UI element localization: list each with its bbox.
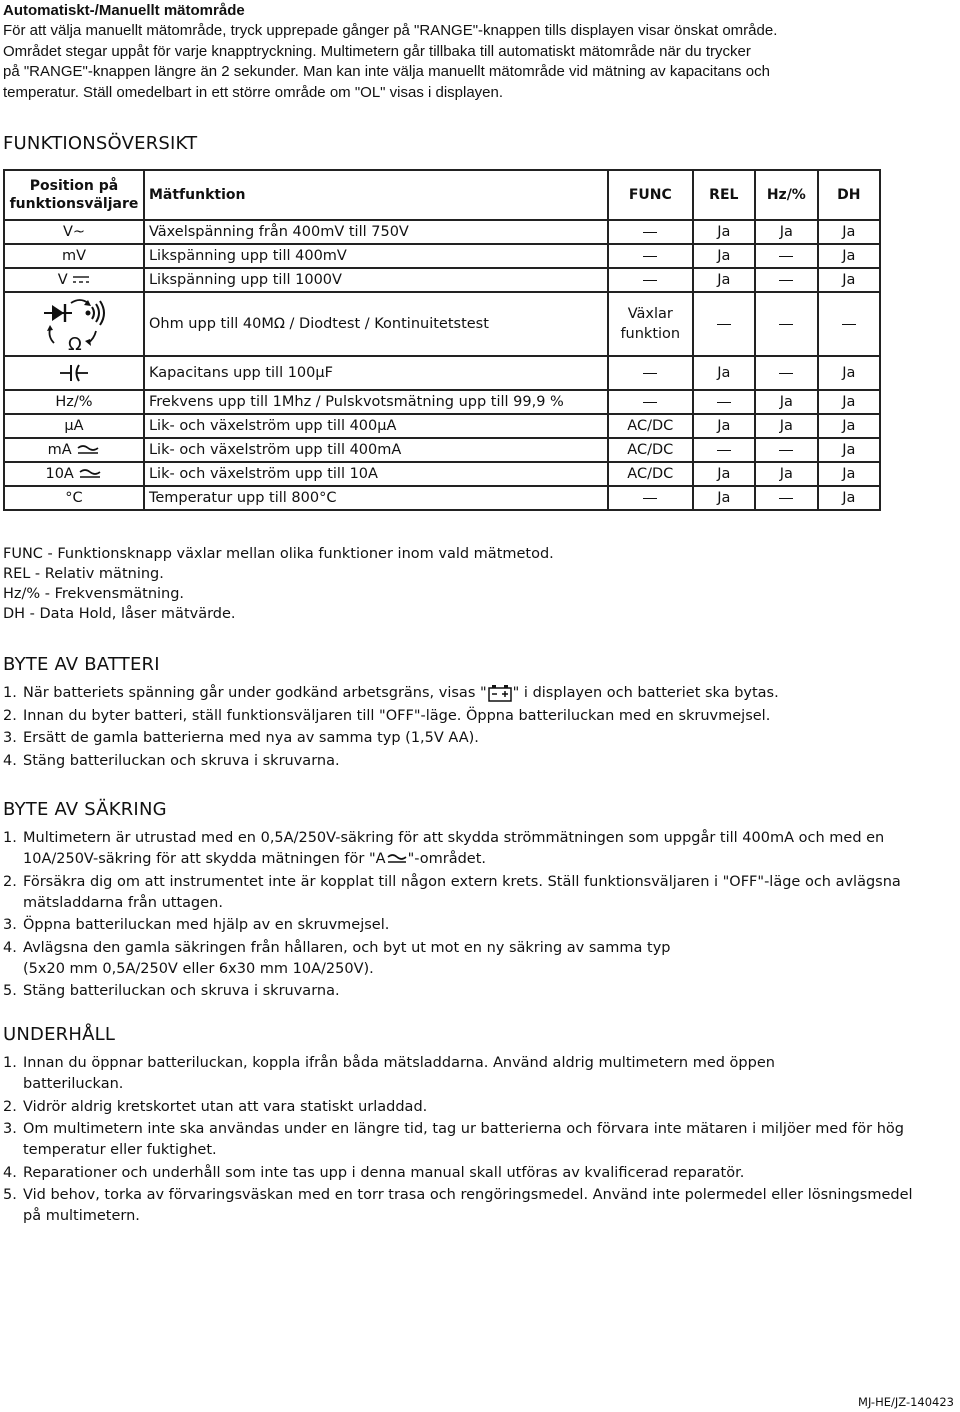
- row-func: [608, 244, 693, 268]
- row-dh: Ja: [818, 390, 880, 414]
- row-func: AC/DC: [608, 462, 693, 486]
- row-description: Lik- och växelström upp till 400µA: [144, 414, 608, 438]
- list-item: 4. Stäng batteriluckan och skruva i skruvarna.: [3, 752, 340, 769]
- document-code: MJ-HE/JZ-140423: [858, 1395, 954, 1409]
- row-hz: Ja: [755, 462, 818, 486]
- row-position: V: [4, 268, 144, 292]
- batteri-list: [3, 683, 779, 772]
- table-row: [4, 462, 880, 486]
- table-row: [4, 292, 880, 356]
- funktion-title: FUNKTIONSÖVERSIKT: [3, 133, 198, 154]
- row-description: Ohm upp till 40MΩ / Diodtest / Kontinuitetstest: [144, 292, 608, 356]
- table-header-row: [4, 170, 880, 220]
- list-item: 4. Avlägsna den gamla säkringen från hållaren, och byt ut mot en ny säkring av samma typ (5x20 mm 0,5A/250V eller 6x30 mm 10A/250V).: [3, 939, 671, 977]
- dash-mark: [842, 324, 856, 325]
- header-rel: REL: [693, 170, 755, 220]
- header-func: FUNC: [608, 170, 693, 220]
- row-rel: Ja: [693, 414, 755, 438]
- row-rel: Ja: [693, 244, 755, 268]
- row-position: mA: [4, 438, 144, 462]
- row-rel: Ja: [693, 220, 755, 244]
- row-position: [4, 292, 144, 356]
- dash-mark: [779, 324, 793, 325]
- list-item: 1. Multimetern är utrustad med en 0,5A/250V-säkring för att skydda strömmätningen som uppgår till 400mA och med en 10A/250V-säkring för att skydda mätningen för "A "-området.: [3, 830, 885, 867]
- row-func: Växlar funktion: [608, 292, 693, 356]
- row-func: AC/DC: [608, 438, 693, 462]
- row-hz: [755, 244, 818, 268]
- row-description: Lik- och växelström upp till 400mA: [144, 438, 608, 462]
- row-hz: [755, 292, 818, 356]
- row-func: [608, 268, 693, 292]
- batteri-title: BYTE AV BATTERI: [3, 654, 160, 675]
- list-item: 3. Om multimetern inte ska användas under en längre tid, tag ur batterierna och förvara inte mätaren i miljöer med för hög temperatur eller fuktighet.: [3, 1121, 904, 1158]
- underhall-list: [3, 1053, 913, 1227]
- row-func: [608, 220, 693, 244]
- row-dh: Ja: [818, 486, 880, 510]
- table-row: [4, 486, 880, 510]
- dash-mark: [717, 324, 731, 325]
- table-row: [4, 268, 880, 292]
- dash-mark: [643, 498, 657, 499]
- row-func: [608, 356, 693, 390]
- list-item: 5. Vid behov, torka av förvaringsväskan med en torr trasa och rengöringsmedel. Använd inte polermedel eller lösningsmedel på multimetern.: [3, 1187, 913, 1224]
- row-hz: Ja: [755, 390, 818, 414]
- sakring-section: [3, 799, 901, 1004]
- auto-manual-section: [3, 0, 777, 103]
- table-row: [4, 244, 880, 268]
- row-position: V~: [4, 220, 144, 244]
- table-row: [4, 438, 880, 462]
- dash-mark: [779, 373, 793, 374]
- row-position: °C: [4, 486, 144, 510]
- dash-mark: [779, 256, 793, 257]
- batteri-section: [3, 654, 779, 773]
- table-row: [4, 414, 880, 438]
- sakring-list: [3, 828, 901, 1002]
- row-description: Frekvens upp till 1Mhz / Pulskvotsmätning upp till 99,9 %: [144, 390, 608, 414]
- dash-mark: [717, 450, 731, 451]
- row-description: Växelspänning från 400mV till 750V: [144, 220, 608, 244]
- table-row: [4, 220, 880, 244]
- list-item: 2. Vidrör aldrig kretskortet utan att vara statiskt urladdad.: [3, 1098, 428, 1115]
- table-row: [4, 390, 880, 414]
- row-description: Temperatur upp till 800°C: [144, 486, 608, 510]
- row-func: [608, 486, 693, 510]
- auto-manual-line: på "RANGE"-knappen längre än 2 sekunder. Man kan inte välja manuellt mätområde vid mätning av kapacitans och: [3, 63, 770, 81]
- list-item: 3. Öppna batteriluckan med hjälp av en skruvmejsel.: [3, 917, 390, 933]
- list-item: 2. Innan du byter batteri, ställ funktionsväljaren till "OFF"-läge. Öppna batteriluckan med en skruvmejsel.: [3, 707, 771, 724]
- dash-mark: [643, 256, 657, 257]
- row-position: Hz/%: [4, 390, 144, 414]
- capacitor-icon: [58, 363, 90, 383]
- dash-mark: [643, 232, 657, 233]
- sakring-title: BYTE AV SÄKRING: [3, 799, 167, 820]
- dash-mark: [779, 498, 793, 499]
- row-description: Kapacitans upp till 100µF: [144, 356, 608, 390]
- function-table: [3, 169, 881, 511]
- table-row: [4, 356, 880, 390]
- list-item: 1. När batteriets spänning går under godkänd arbetsgräns, visas " " i displayen och batteriet ska bytas.: [3, 685, 779, 701]
- row-dh: Ja: [818, 438, 880, 462]
- dash-mark: [643, 373, 657, 374]
- row-rel: Ja: [693, 268, 755, 292]
- auto-manual-line: temperatur. Ställ omedelbart in ett större område om "OL" visas i displayen.: [3, 83, 504, 101]
- dash-mark: [643, 402, 657, 403]
- row-func: [608, 390, 693, 414]
- row-position: [4, 356, 144, 390]
- header-dh: DH: [818, 170, 880, 220]
- row-rel: [693, 292, 755, 356]
- list-item: 4. Reparationer och underhåll som inte tas upp i denna manual skall utföras av kvalificerad reparatör.: [3, 1164, 745, 1181]
- dash-mark: [643, 280, 657, 281]
- list-item: 1. Innan du öppnar batteriluckan, koppla ifrån båda mätsladdarna. Använd aldrig multimetern med öppen batteriluckan.: [3, 1055, 775, 1092]
- row-description: Lik- och växelström upp till 10A: [144, 462, 608, 486]
- ac-dc-symbol-icon: [78, 468, 102, 480]
- row-dh: [818, 292, 880, 356]
- row-rel: Ja: [693, 486, 755, 510]
- table-legend: [3, 544, 554, 624]
- row-rel: Ja: [693, 356, 755, 390]
- row-dh: Ja: [818, 462, 880, 486]
- row-position: mV: [4, 244, 144, 268]
- svg-text:Ω: Ω: [67, 334, 82, 353]
- row-hz: [755, 486, 818, 510]
- row-func: AC/DC: [608, 414, 693, 438]
- header-position: Position på funktionsväljare: [4, 170, 144, 220]
- dash-mark: [717, 402, 731, 403]
- legend-item: FUNC - Funktionsknapp växlar mellan olika funktioner inom vald mätmetod.: [3, 546, 554, 562]
- list-item: 2. Försäkra dig om att instrumentet inte är kopplat till någon extern krets. Ställ funktionsväljaren i "OFF"-läge och avlägsna mätsladdarna från uttagen.: [3, 873, 901, 911]
- dash-mark: [779, 450, 793, 451]
- header-matfunktion: Mätfunktion: [144, 170, 608, 220]
- ac-dc-symbol-icon: [386, 853, 408, 865]
- row-description: Likspänning upp till 400mV: [144, 244, 608, 268]
- list-item: 3. Ersätt de gamla batterierna med nya av samma typ (1,5V AA).: [3, 730, 479, 746]
- underhall-section: [3, 1024, 913, 1229]
- row-hz: Ja: [755, 414, 818, 438]
- row-dh: Ja: [818, 268, 880, 292]
- dc-symbol-icon: [72, 274, 90, 286]
- legend-item: Hz/% - Frekvensmätning.: [3, 586, 185, 602]
- row-dh: Ja: [818, 356, 880, 390]
- header-hz: Hz/%: [755, 170, 818, 220]
- legend-item: DH - Data Hold, låser mätvärde.: [3, 606, 236, 622]
- row-rel: Ja: [693, 462, 755, 486]
- row-description: Likspänning upp till 1000V: [144, 268, 608, 292]
- legend-item: REL - Relativ mätning.: [3, 566, 164, 582]
- auto-manual-title: Automatiskt-/Manuellt mätområde: [3, 2, 245, 19]
- row-dh: Ja: [818, 244, 880, 268]
- row-position: µA: [4, 414, 144, 438]
- row-position: 10A: [4, 462, 144, 486]
- auto-manual-line: För att välja manuellt mätområde, tryck upprepade gånger på "RANGE"-knappen tills displayen visar önskat område.: [3, 22, 778, 39]
- auto-manual-text: [3, 21, 777, 103]
- auto-manual-line: Området stegar uppåt för varje knapptryckning. Multimetern går tillbaka till automatiskt mätområde när du trycker: [3, 42, 751, 60]
- row-hz: [755, 268, 818, 292]
- battery-icon: [487, 684, 513, 702]
- row-dh: Ja: [818, 220, 880, 244]
- row-hz: Ja: [755, 220, 818, 244]
- ac-dc-symbol-icon: [76, 444, 100, 456]
- row-hz: [755, 438, 818, 462]
- dash-mark: [779, 280, 793, 281]
- list-item: 5. Stäng batteriluckan och skruva i skruvarna.: [3, 983, 340, 999]
- row-hz: [755, 356, 818, 390]
- row-rel: [693, 390, 755, 414]
- ohm-diode-continuity-icon: [38, 295, 110, 353]
- row-rel: [693, 438, 755, 462]
- row-dh: Ja: [818, 414, 880, 438]
- underhall-title: UNDERHÅLL: [3, 1024, 116, 1045]
